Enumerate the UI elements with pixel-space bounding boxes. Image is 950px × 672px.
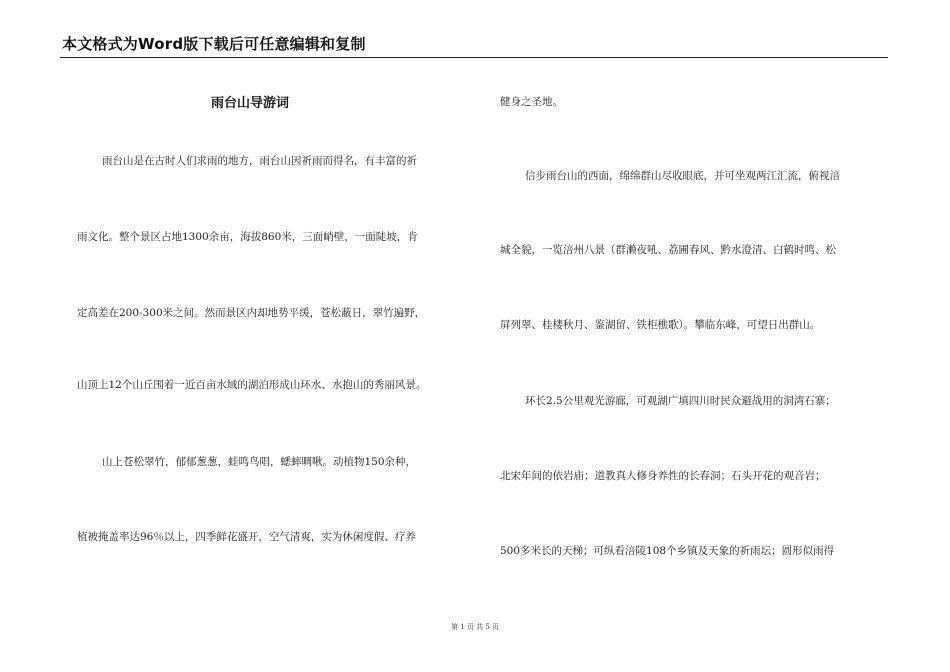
page-title: 雨台山导游词 bbox=[210, 96, 289, 111]
text-line: 雨台山是在古时人们求雨的地方，雨台山因祈雨而得名，有丰富的祈 bbox=[102, 155, 417, 167]
header-note: 本文格式为Word版下载后可任意编辑和复制 bbox=[62, 35, 366, 53]
text-line: 北宋年间的依岩庙；道教真人修身养性的长春洞；石头开花的观音岩； bbox=[500, 470, 826, 482]
page-number: 第 1 页 共 5 页 bbox=[450, 623, 500, 631]
header-divider bbox=[60, 57, 888, 58]
text-line: 植被掩盖率达96％以上，四季鲜花盛开，空气清爽，实为休闲度假、疗养 bbox=[77, 531, 416, 543]
text-line: 信步雨台山的西面，绵绵群山尽收眼底，并可坐观两江汇流，俯视涪 bbox=[525, 170, 840, 182]
text-line: 城全貌，一览涪州八景（群濑夜吼、荔圃春风、黔水澄清、白鹤时鸣、松 bbox=[500, 244, 836, 256]
text-line: 环长2.5公里观光游廊，可观湖广填四川时民众避战用的洞湾石寨； bbox=[525, 395, 836, 407]
text-line: 雨文化。整个景区占地1300余亩，海拔860米，三面峭壁，一面陡坡，肯 bbox=[77, 231, 418, 243]
text-line: 定高差在200-300米之间。然而景区内却地势平缓，苍松蔽日，翠竹遍野， bbox=[77, 307, 426, 319]
text-line: 山上苍松翠竹，郁郁葱葱，蛙鸣鸟唱，蟋蟀啁啾。动植物150余种， bbox=[102, 456, 417, 468]
text-line: 山顶上12个山丘围着一近百亩水域的湖泊形成山环水、水抱山的秀丽风景。 bbox=[77, 379, 427, 391]
text-line: 屏列翠、桂楼秋月、鉴湖留、铁柜樵歌）。攀临东峰，可望日出群山。 bbox=[500, 319, 821, 331]
text-line: 500多米长的天梯；可纵看涪陵108个乡镇及天象的祈雨坛；圆形似雨得 bbox=[500, 545, 835, 557]
text-line: 健身之圣地。 bbox=[500, 96, 563, 108]
